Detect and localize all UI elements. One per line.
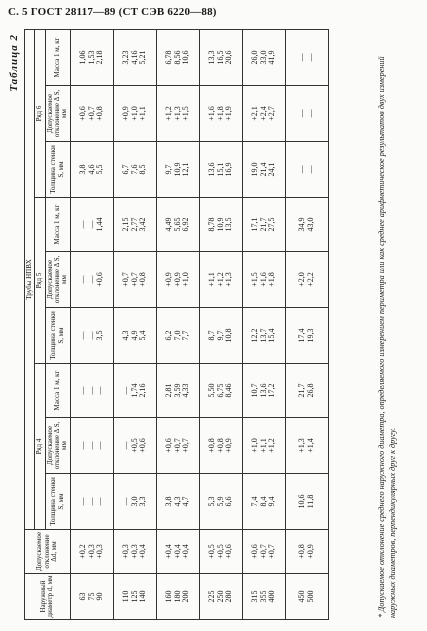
cell-r5-thickness: 17,4 19,3 [285, 308, 328, 364]
cell-r4-tolerance: +1,3 +1,4 [285, 418, 328, 474]
cell-r5-tolerance: +0,7 +0,7 +0,8 [113, 252, 156, 308]
cell-r4-mass: — — — [70, 364, 113, 418]
header-series-6: Ряд 6 [35, 29, 45, 197]
cell-r4-mass: 2,81 3,59 4,33 [156, 364, 199, 418]
header-tolerance: Допускаемое отклонение Δ S, мм [45, 252, 70, 308]
cell-r4-mass: 21,7 26,8 [285, 364, 328, 418]
cell-r4-thickness: 7,4 8,4 9,4 [242, 474, 285, 530]
cell-diameter: 315 355 400 [242, 574, 285, 620]
cell-diameter: 160 180 200 [156, 574, 199, 620]
cell-r5-tolerance: +1,5 +1,6 +1,8 [242, 252, 285, 308]
header-diameter-tolerance: Допускаемое отклонение Δd, мм [25, 530, 71, 574]
cell-r4-mass: — 1,74 2,16 [113, 364, 156, 418]
cell-r6-mass: 26,0 33,0 41,9 [242, 29, 285, 85]
cell-r5-tolerance: +2,0 +2,2 [285, 252, 328, 308]
cell-r6-tolerance: +1,6 +1,8 +1,9 [199, 86, 242, 142]
table-row [113, 29, 156, 619]
cell-r5-thickness: — — 3,5 [70, 308, 113, 364]
cell-diameter: 450 500 [285, 574, 328, 620]
header-mass: Масса 1 м, кг [45, 198, 70, 252]
cell-r6-thickness: 13,6 15,1 16,9 [199, 142, 242, 198]
cell-r6-mass: 3,23 4,16 5,21 [113, 29, 156, 85]
cell-diameter-tolerance: +0,3 +0,3 +0,4 [113, 530, 156, 574]
table-footnote: * Допускаемое отклонение среднего наружного диаметра, определяемого измерением периметра или как среднее арифметическое результатов двух измерений наружных диаметров, перпендикулярных друг к другу. [377, 56, 398, 618]
cell-r6-tolerance: +2,1 +2,4 +2,7 [242, 86, 285, 142]
cell-r4-tolerance: +0,8 +0,8 +0,9 [199, 418, 242, 474]
header-mass: Масса 1 м, кг [45, 364, 70, 418]
table-label: Таблица 2 [8, 34, 20, 92]
page-header: С. 5 ГОСТ 28117—89 (СТ СЭВ 6220—88) [8, 6, 217, 18]
header-series-4: Ряд 4 [35, 364, 45, 530]
header-thickness: Толщина стенки S, мм [45, 474, 70, 530]
cell-r6-thickness: 19,0 21,4 24,1 [242, 142, 285, 198]
cell-r5-thickness: 4,3 4,9 5,4 [113, 308, 156, 364]
cell-r5-mass: 8,78 10,9 13,5 [199, 198, 242, 252]
cell-r4-thickness: 3,8 4,3 4,7 [156, 474, 199, 530]
cell-r4-tolerance: — +0,5 +0,6 [113, 418, 156, 474]
cell-r4-thickness: 5,3 5,9 6,6 [199, 474, 242, 530]
table-row [285, 29, 328, 619]
cell-r5-thickness: 8,7 9,7 10,8 [199, 308, 242, 364]
cell-diameter-tolerance: +0,2 +0,3 +0,3 [70, 530, 113, 574]
header-pipe-group: Трубы НПВХ [25, 29, 35, 529]
pipe-dimensions-table [24, 29, 329, 620]
table-row [242, 29, 285, 619]
table-row [70, 29, 113, 619]
cell-r4-tolerance: +1,0 +1,1 +1,2 [242, 418, 285, 474]
cell-diameter: 225 250 280 [199, 574, 242, 620]
header-series-5: Ряд 5 [35, 198, 45, 364]
cell-r6-tolerance: +0,6 +0,7 +0,8 [70, 86, 113, 142]
cell-r4-thickness: 10,6 11,8 [285, 474, 328, 530]
rotated-table-block [8, 30, 418, 620]
header-row-group [25, 29, 35, 619]
header-tolerance: Допускаемое отклонение Δ S, мм [45, 86, 70, 142]
cell-r6-mass: 6,78 8,56 10,6 [156, 29, 199, 85]
header-tolerance: Допускаемое отклонение Δ S, мм [45, 418, 70, 474]
cell-r6-thickness: 6,7 7,6 8,5 [113, 142, 156, 198]
cell-r5-tolerance: +1,1 +1,2 +1,3 [199, 252, 242, 308]
cell-r4-thickness: — — — [70, 474, 113, 530]
cell-diameter-tolerance: +0,8 +0,9 [285, 530, 328, 574]
cell-r6-tolerance: — — [285, 86, 328, 142]
cell-r5-mass: 34,9 43,0 [285, 198, 328, 252]
cell-r5-thickness: 6,2 7,0 7,7 [156, 308, 199, 364]
cell-r4-tolerance: — — — [70, 418, 113, 474]
cell-r4-thickness: — 3,0 3,3 [113, 474, 156, 530]
cell-r6-thickness: 9,7 10,9 12,1 [156, 142, 199, 198]
cell-r5-mass: 2,15 2,77 3,42 [113, 198, 156, 252]
cell-r4-tolerance: +0,6 +0,7 +0,7 [156, 418, 199, 474]
cell-r6-mass: 1,06 1,53 2,18 [70, 29, 113, 85]
cell-r6-thickness: — — [285, 142, 328, 198]
cell-r4-mass: 5,50 6,75 8,46 [199, 364, 242, 418]
cell-diameter-tolerance: +0,6 +0,7 +0,7 [242, 530, 285, 574]
header-thickness: Толщина стенки S, мм [45, 308, 70, 364]
cell-diameter-tolerance: +0,4 +0,4 +0,4 [156, 530, 199, 574]
cell-r6-thickness: 3,8 4,6 5,5 [70, 142, 113, 198]
table-row [199, 29, 242, 619]
cell-r5-tolerance: — — +0,6 [70, 252, 113, 308]
cell-r6-mass: 13,3 16,5 20,6 [199, 29, 242, 85]
cell-diameter: 110 125 140 [113, 574, 156, 620]
cell-r5-thickness: 12,2 13,7 15,4 [242, 308, 285, 364]
cell-r5-mass: — — 1,44 [70, 198, 113, 252]
cell-r6-tolerance: +0,9 +1,0 +1,1 [113, 86, 156, 142]
header-mass: Масса 1 м, кг [45, 29, 70, 85]
cell-r5-mass: 17,1 21,7 27,5 [242, 198, 285, 252]
header-thickness: Толщина стенки S, мм [45, 142, 70, 198]
cell-diameter: 63 75 90 [70, 574, 113, 620]
cell-r5-tolerance: +0,9 +0,9 +1,0 [156, 252, 199, 308]
cell-r4-mass: 10,7 13,6 17,2 [242, 364, 285, 418]
cell-r6-tolerance: +1,2 +1,3 +1,5 [156, 86, 199, 142]
cell-r5-mass: 4,49 5,65 6,92 [156, 198, 199, 252]
table-row [156, 29, 199, 619]
cell-r6-mass: — — [285, 29, 328, 85]
header-outer-diameter: Наружный диаметр d, мм [25, 574, 71, 620]
cell-diameter-tolerance: +0,5 +0,5 +0,6 [199, 530, 242, 574]
